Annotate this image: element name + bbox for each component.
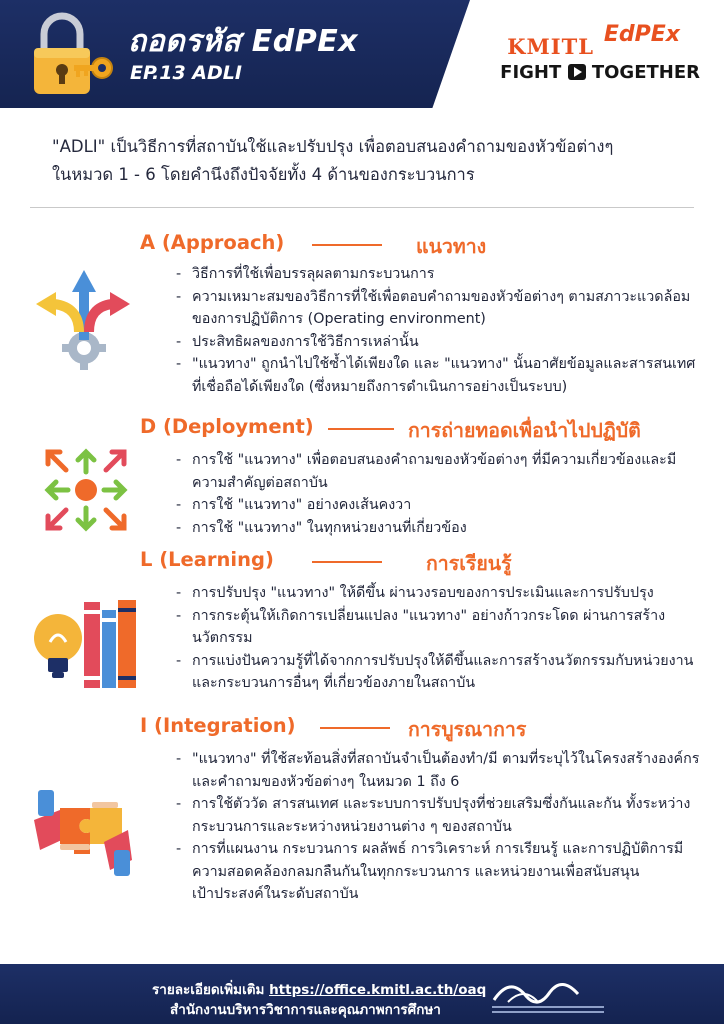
intro-line-2: ในหมวด 1 - 6 โดยคำนึงถึงปัจจัยทั้ง 4 ด้านของกระบวนการ — [52, 165, 475, 184]
section-thai: การถ่ายทอดเพื่อนำไปปฏิบัติ — [408, 419, 641, 442]
oaq-logo-icon — [488, 974, 608, 1016]
section-list — [176, 263, 700, 398]
list-item: - วิธีการที่ใช้เพื่อบรรลุผลตามกระบวนการ — [176, 263, 700, 286]
episode-label: EP.13 ADLI — [130, 62, 242, 84]
brand-slogan — [500, 62, 700, 83]
section-integration — [140, 714, 700, 906]
section-code: L (Learning) — [140, 548, 274, 571]
list-item: - การแบ่งปันความรู้ที่ได้จากการปรับปรุงให้ดีขึ้นและการสร้างนวัตกรรมกับหน่วยงานและกระบวนการอื่นๆ ที่เกี่ยวข้องภายในสถาบัน — [176, 650, 700, 695]
list-item: - การกระตุ้นให้เกิดการเปลี่ยนแปลง "แนวทาง" อย่างก้าวกระโดด ผ่านการสร้างนวัตกรรม — [176, 605, 700, 650]
lightbulb-books-icon — [30, 598, 140, 693]
heading-dash — [328, 428, 394, 430]
heading-dash — [312, 244, 382, 246]
section-code: D (Deployment) — [140, 415, 314, 438]
puzzle-hands-icon — [30, 780, 134, 880]
page-title: ถอดรหัส EdPEx — [128, 24, 359, 59]
footer — [0, 964, 724, 1024]
slogan-together: TOGETHER — [591, 62, 700, 83]
footer-info — [152, 978, 486, 1000]
padlock-key-icon — [22, 10, 122, 98]
more-info-label: รายละเอียดเพิ่มเติม — [152, 982, 265, 998]
section-thai: การบูรณาการ — [408, 718, 527, 741]
section-thai: แนวทาง — [416, 235, 487, 258]
section-heading — [140, 548, 700, 578]
play-icon — [568, 64, 586, 80]
list-item: - "แนวทาง" ที่ใช้สะท้อนสิ่งที่สถาบันจำเป็นต้องทำ/มี ตามที่ระบุไว้ในโครงสร้างองค์กรและคำถามของหัวข้อต่างๆ ในหมวด 1 ถึง 6 — [176, 748, 700, 793]
section-heading — [140, 415, 700, 445]
section-list — [176, 748, 700, 906]
office-name: สำนักงานบริหารวิชาการและคุณภาพการศึกษา — [170, 1002, 441, 1018]
brand-logo — [500, 20, 700, 90]
list-item: - ประสิทธิผลของการใช้วิธีการเหล่านั้น — [176, 331, 700, 354]
list-item: - ความเหมาะสมของวิธีการที่ใช้เพื่อตอบคำถามของหัวข้อต่างๆ ตามสภาวะแวดล้อมของการปฏิบัติการ (Operating environment) — [176, 286, 700, 331]
kmitl-logo-text: KMITL — [507, 34, 594, 59]
slogan-fight: FIGHT — [500, 62, 562, 83]
edpex-logo-text: EdPEx — [603, 22, 680, 47]
split-arrows-gear-icon — [32, 262, 132, 377]
intro-line-1: "ADLI" เป็นวิธีการที่สถาบันใช้และปรับปรุง เพื่อตอบสนองคำถามของหัวข้อต่างๆ — [52, 137, 614, 156]
oaq-link[interactable]: https://office.kmitl.ac.th/oaq — [269, 982, 487, 998]
section-approach — [140, 231, 700, 398]
heading-dash — [312, 561, 382, 563]
section-thai: การเรียนรู้ — [426, 552, 512, 575]
intro-text — [52, 133, 692, 189]
section-list — [176, 582, 700, 695]
list-item: - การใช้ "แนวทาง" อย่างคงเส้นคงวา — [176, 494, 700, 517]
section-code: A (Approach) — [140, 231, 285, 254]
header — [0, 0, 724, 108]
section-list — [176, 449, 700, 539]
section-learning — [140, 548, 700, 695]
list-item: - การที่แผนงาน กระบวนการ ผลลัพธ์ การวิเคราะห์ การเรียนรู้ และการปฏิบัติการมีความสอดคล้องกลมกลืนกันในทุกกระบวนการ และหน่วยงานเพื่อสนับสนุนเป้าประสงค์ในระดับสถาบัน — [176, 838, 700, 906]
section-heading — [140, 714, 700, 744]
list-item: - "แนวทาง" ถูกนำไปใช้ซ้ำได้เพียงใด และ "แนวทาง" นั้นอาศัยข้อมูลและสารสนเทศที่เชื่อถือได้เพียงใด (ซึ่งหมายถึงการดำเนินการอย่างเป็นระบบ) — [176, 353, 700, 398]
section-deployment — [140, 415, 700, 539]
section-code: I (Integration) — [140, 714, 296, 737]
list-item: - การใช้ "แนวทาง" เพื่อตอบสนองคำถามของหัวข้อต่างๆ ที่มีความเกี่ยวข้องและมีความสำคัญต่อสถาบัน — [176, 449, 700, 494]
divider — [30, 207, 694, 208]
list-item: - การปรับปรุง "แนวทาง" ให้ดีขึ้น ผ่านวงรอบของการประเมินและการปรับปรุง — [176, 582, 700, 605]
expand-arrows-icon — [40, 444, 132, 536]
heading-dash — [320, 727, 390, 729]
list-item: - การใช้ "แนวทาง" ในทุกหน่วยงานที่เกี่ยวข้อง — [176, 517, 700, 540]
section-heading — [140, 231, 700, 261]
list-item: - การใช้ตัววัด สารสนเทศ และระบบการปรับปรุงที่ช่วยเสริมซึ่งกันและกัน ทั้งระหว่างกระบวนการและระหว่างหน่วยงานต่าง ๆ ของสถาบัน — [176, 793, 700, 838]
